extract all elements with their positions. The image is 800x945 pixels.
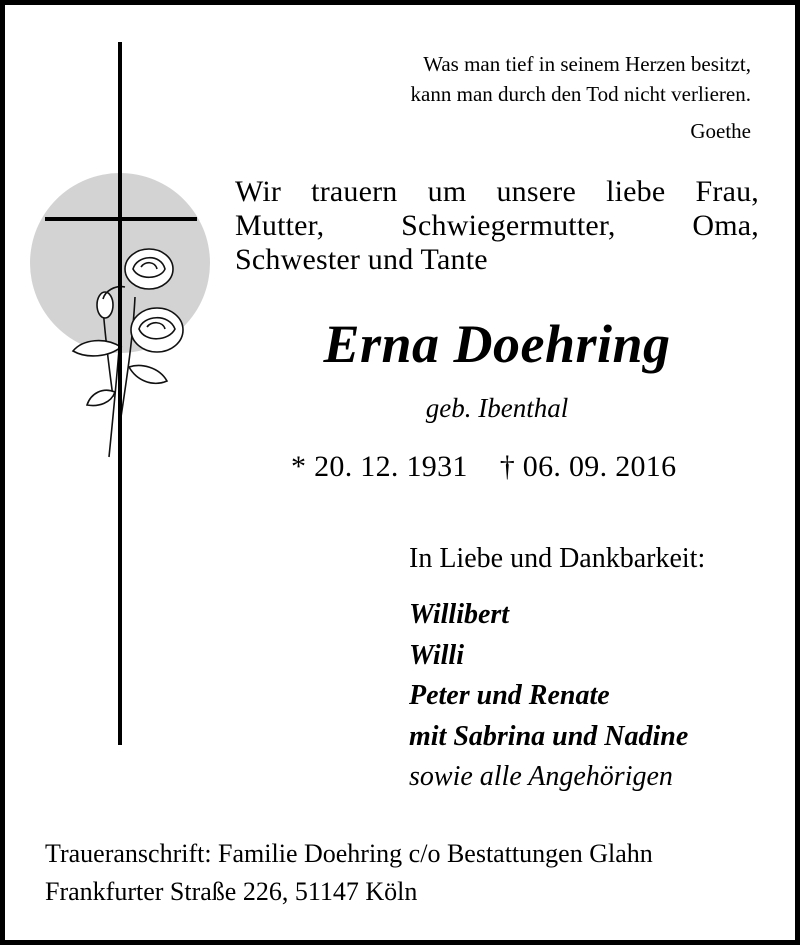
maiden-name: geb. Ibenthal <box>425 393 569 423</box>
mourner-2: Willi <box>409 639 464 671</box>
deceased-name: Erna Doehring <box>323 314 671 374</box>
mourner-4: mit Sabrina und Nadine <box>409 720 689 752</box>
intro-line-2: Mutter, Schwiegermutter, Oma, <box>235 209 759 242</box>
intro-line-1: Wir trauern um unsere liebe Frau, <box>235 175 759 208</box>
quote-line-2: kann man durch den Tod nicht verlieren. <box>410 82 751 106</box>
death-date: † 06. 09. 2016 <box>499 450 677 483</box>
birth-date: * 20. 12. 1931 <box>291 450 468 483</box>
mourner-1: Willibert <box>409 599 510 630</box>
relatives-line: sowie alle Angehörigen <box>409 761 673 792</box>
quote <box>411 49 751 109</box>
address-line-2: Frankfurter Straße 226, 51147 Köln <box>45 877 418 906</box>
thanks-heading: In Liebe und Dankbarkeit: <box>409 543 706 574</box>
mourners-list <box>409 595 688 798</box>
cross-icon <box>45 42 197 745</box>
intro-text <box>235 175 759 277</box>
quote-author: Goethe <box>690 119 751 143</box>
quote-line-1: Was man tief in seinem Herzen besitzt, <box>423 52 751 76</box>
mourning-address <box>45 835 653 911</box>
address-line-1: Traueranschrift: Familie Doehring c/o Bestattungen Glahn <box>45 839 653 868</box>
intro-line-3: Schwester und Tante <box>235 243 488 276</box>
life-dates <box>291 450 676 484</box>
cross-rose-emblem <box>25 37 225 757</box>
mourner-3: Peter und Renate <box>409 680 610 711</box>
